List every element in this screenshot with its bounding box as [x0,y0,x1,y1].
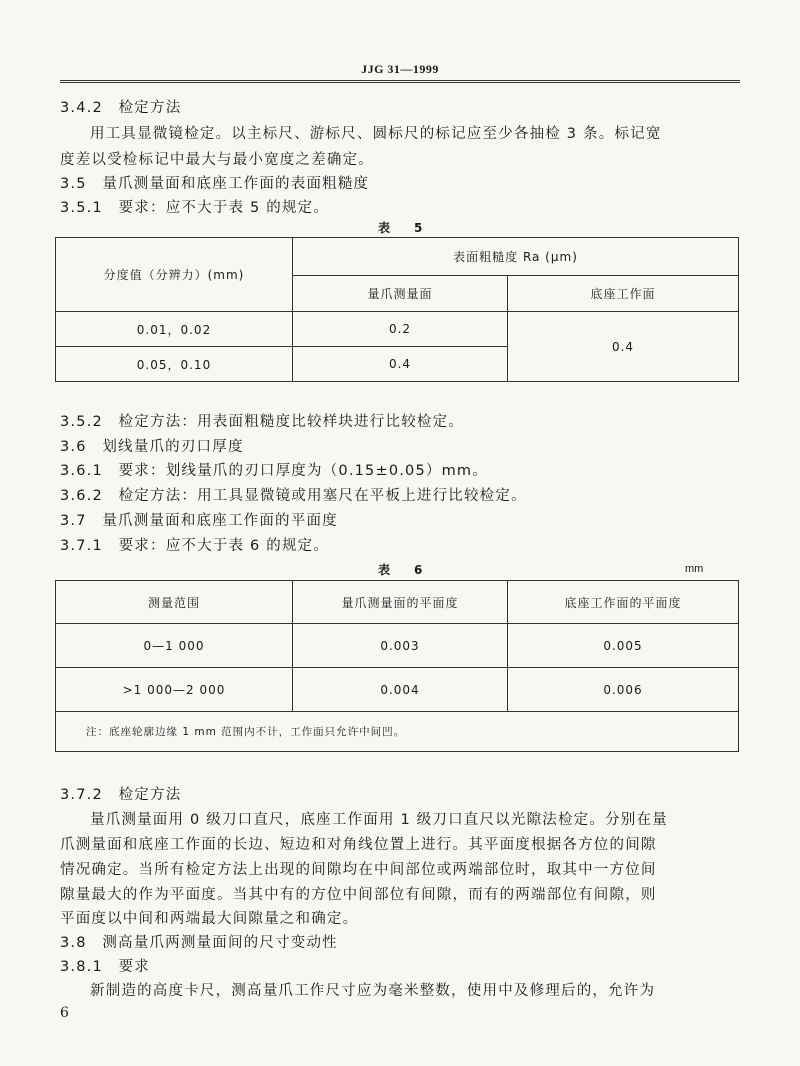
table-6-header: 量爪测量面的平面度 [293,581,508,624]
table-5-header-jaw-face: 量爪测量面 [293,276,508,312]
table-6-cell: 0.003 [293,624,508,668]
table-6-header: 测量范围 [56,581,293,624]
section-3-5-heading: 3.5 量爪测量面和底座工作面的表面粗糙度 [60,176,370,192]
table-6-caption: 表 6 [378,563,429,577]
section-3-8-heading: 3.8 测高量爪两测量面间的尺寸变动性 [60,935,338,951]
section-3-7-1: 3.7.1 要求：应不大于表 6 的规定。 [60,538,330,554]
table-6-cell: 0—1 000 [56,624,293,668]
table-5-cell-merged: 0.4 [508,312,739,382]
section-3-7-2-para-line2: 爪测量面和底座工作面的长边、短边和对角线位置上进行。其平面度根据各方位的间隙 [60,837,657,853]
table-5-header-division: 分度值（分辨力）(mm) [56,238,293,312]
section-3-8-1: 3.8.1 要求 [60,959,150,975]
section-3-7-2-para-line1: 量爪测量面用 0 级刀口直尺，底座工作面用 1 级刀口直尺以光隙法检定。分别在量 [90,812,668,828]
section-3-7-2-para-line4: 隙量最大的作为平面度。当其中有的方位中间部位有间隙，而有的两端部位有间隙，则 [60,887,657,903]
section-3-7-2-para-line5: 平面度以中间和两端最大间隙量之和确定。 [60,911,359,927]
section-3-5-2: 3.5.2 检定方法：用表面粗糙度比较样块进行比较检定。 [60,414,464,430]
table-5-caption: 表 5 [378,221,429,235]
section-3-7-heading: 3.7 量爪测量面和底座工作面的平面度 [60,513,338,529]
section-3-6-heading: 3.6 划线量爪的刃口厚度 [60,439,244,455]
table-6-unit: mm [685,563,704,575]
table-5-cell: 0.2 [293,312,508,347]
section-3-8-1-para-line1: 新制造的高度卡尺，测高量爪工作尺寸应为毫米整数，使用中及修理后的，允许为 [90,983,656,999]
table-6-header: 底座工作面的平面度 [508,581,739,624]
table-6-cell: 0.006 [508,668,739,712]
table-5-header-roughness: 表面粗糙度 Ra (μm) [293,238,739,276]
table-5-header-base-face: 底座工作面 [508,276,739,312]
table-6 [55,580,739,752]
table-6-cell: 0.005 [508,624,739,668]
table-5-cell: 0.4 [293,347,508,382]
section-3-6-1: 3.6.1 要求：划线量爪的刃口厚度为（0.15±0.05）mm。 [60,463,488,479]
table-5-cell: 0.01，0.02 [56,312,293,347]
section-3-5-1: 3.5.1 要求：应不大于表 5 的规定。 [60,200,330,216]
section-3-6-2: 3.6.2 检定方法：用工具显微镜或用塞尺在平板上进行比较检定。 [60,488,527,504]
running-header: JJG 31—1999 [361,62,439,76]
section-3-4-2-title: 3.4.2 检定方法 [60,100,182,116]
section-3-4-2-para-line1: 用工具显微镜检定。以主标尺、游标尺、圆标尺的标记应至少各抽检 3 条。标记宽 [90,126,662,142]
page-number: 6 [60,1005,69,1021]
table-6-note: 注：底座轮廓边缘 1 mm 范围内不计，工作面只允许中间凹。 [56,712,739,752]
table-6-cell: 0.004 [293,668,508,712]
section-3-7-2-para-line3: 情况确定。当所有检定方法上出现的间隙均在中间部位或两端部位时，取其中一方位间 [60,862,657,878]
section-3-7-2-title: 3.7.2 检定方法 [60,787,182,803]
header-rule [60,80,740,83]
section-3-4-2-para-line2: 度差以受检标记中最大与最小宽度之差确定。 [60,152,374,168]
table-6-cell: >1 000—2 000 [56,668,293,712]
table-5 [55,237,739,382]
table-5-cell: 0.05，0.10 [56,347,293,382]
